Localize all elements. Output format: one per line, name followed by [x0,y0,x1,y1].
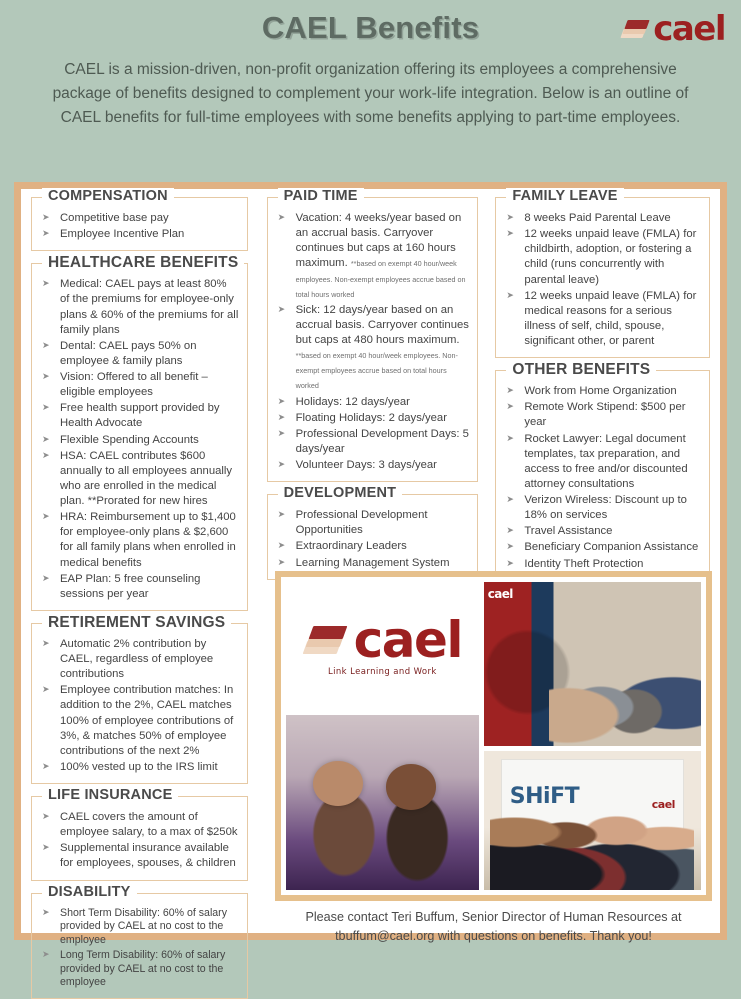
section-family-leave [495,197,710,358]
list-item: ➤ CAEL covers the amount of employee salary, to a max of $250k [38,810,239,840]
intro-paragraph: CAEL is a mission-driven, non-profit organization offering its employees a comprehensive package of benefits designed to complement your work-life integration. Below is an outline of CAEL benefits for full-time employees with some benefits applying to part-time employees. [16,58,726,130]
collage-logo-wordmark: cael [354,615,462,665]
list-item: ➤ Competitive base pay [38,211,239,226]
development-list [274,508,470,571]
healthcare-list [38,277,239,602]
section-title-retirement: RETIREMENT SAVINGS [42,614,231,632]
list-item: ➤ Short Term Disability: 60% of salary provided by CAEL at no cost to the employee [38,907,239,948]
list-item: ➤ Flexible Spending Accounts [38,433,239,448]
collage-wrapper [271,567,716,899]
section-paid-time [267,197,479,482]
section-life-insurance [31,796,248,881]
list-item: ➤ Professional Development Opportunities [274,508,470,538]
section-title-disability: DISABILITY [42,884,137,900]
list-item-text: Vacation: 4 weeks/year based on an accrual basis. Carryover continues but caps at 160 hours maximum. [296,212,462,269]
list-item: ➤ Employee contribution matches: In addition to the 2%, CAEL matches 100% of employee contributions of 3%, & matches 50% of employee contributions of the next 2% [38,683,239,759]
list-item-text: Sick: 12 days/year based on an accrual basis. Carryover continues but caps at 480 hours maximum. [296,304,469,346]
list-item: ➤ Medical: CAEL pays at least 80% of the premiums for employee-only plans & 60% of the premiums for all family plans [38,277,239,338]
list-item-note: **based on exempt 40 hour/week employees. Non-exempt employees accrue based on total hours worked [296,259,466,298]
booth-banner-text: cael [488,587,513,601]
section-other-benefits [495,370,710,597]
list-item: ➤ Employee Incentive Plan [38,227,239,242]
column-left [27,197,258,933]
list-item: ➤ 12 weeks unpaid leave (FMLA) for childbirth, adoption, or fostering a child (runs concurrently with parental leave) [502,227,701,288]
photo-cael-logo [286,582,479,710]
list-item: ➤ Professional Development Days: 5 days/year [274,427,470,457]
list-item: ➤ Dental: CAEL pays 50% on employee & family plans [38,339,239,369]
list-item: ➤ Holidays: 12 days/year [274,395,470,410]
paid-time-list [274,211,470,473]
photo-conference-booth [484,582,701,746]
list-item: ➤ Work from Home Organization [502,384,701,399]
photo-shift-group [484,751,701,890]
list-item: ➤ Verizon Wireless: Discount up to 18% on services [502,493,701,523]
section-title-other-benefits: OTHER BENEFITS [506,361,656,379]
collage-left-stack [286,582,479,890]
list-item: ➤ Vision: Offered to all benefit – eligible employees [38,370,239,400]
family-leave-list [502,211,701,349]
logo-wordmark: cael [653,12,725,46]
section-retirement-savings [31,623,248,784]
collage-right-stack [484,582,701,890]
list-item: ➤ Long Term Disability: 60% of salary provided by CAEL at no cost to the employee [38,949,239,990]
book-pages-icon [620,16,650,42]
retirement-list [38,637,239,775]
section-healthcare-benefits [31,263,248,611]
list-item: ➤ 12 weeks unpaid leave (FMLA) for medical reasons for a serious illness of self, child, spouse, significant other, or parent [502,289,701,350]
section-title-healthcare: HEALTHCARE BENEFITS [42,254,244,272]
list-item: ➤ 8 weeks Paid Parental Leave [502,211,701,226]
page-title: CAEL Benefits [0,10,741,46]
list-item: ➤ 100% vested up to the IRS limit [38,760,239,775]
list-item: ➤ Floating Holidays: 2 days/year [274,411,470,426]
cael-logo [620,12,725,46]
group-figures [490,812,694,890]
photo-two-women [286,715,479,890]
list-item [274,303,470,394]
list-item: ➤ Supplemental insurance available for employees, spouses, & children [38,841,239,871]
section-title-paid-time: PAID TIME [278,188,364,204]
logo-tagline: Link Learning and Work [328,667,437,677]
list-item: ➤ Beneficiary Companion Assistance [502,540,701,555]
benefits-card [14,182,727,940]
list-item: ➤ Extraordinary Leaders [274,539,470,554]
list-item: ➤ Automatic 2% contribution by CAEL, regardless of employee contributions [38,637,239,682]
crowd-figures [549,644,701,746]
section-title-family-leave: FAMILY LEAVE [506,188,623,204]
section-title-life-insurance: LIFE INSURANCE [42,787,178,803]
list-item: ➤ Rocket Lawyer: Legal document templates, tax preparation, and access to free and/or discounted attorney consultations [502,432,701,493]
list-item: ➤ Volunteer Days: 3 days/year [274,458,470,473]
section-compensation [31,197,248,251]
other-benefits-list [502,384,701,588]
list-item: ➤ EAP Plan: 5 free counseling sessions per year [38,572,239,602]
shift-logo-text: SHiFT [510,784,579,809]
sponsor-cael-text: cael [652,798,675,811]
section-title-compensation: COMPENSATION [42,188,174,204]
list-item: ➤ HSA: CAEL contributes $600 annually to all employees annually who are enrolled in the medical plan. **Prorated for new hires [38,449,239,510]
list-item: ➤ HRA: Reimbursement up to $1,400 for employee-only plans & $2,600 for all family plans when enrolled in medical benefits [38,510,239,571]
section-disability [31,893,248,999]
list-item: ➤ Learning Management System [274,556,470,571]
compensation-list [38,211,239,242]
list-item-note: **based on exempt 40 hour/week employees. Non-exempt employees accrue based on total hours worked [296,351,458,390]
page-header [0,0,741,136]
book-pages-icon [303,620,349,660]
list-item: ➤ Travel Assistance [502,524,701,539]
list-item: ➤ Free health support provided by Health Advocate [38,401,239,431]
section-title-development: DEVELOPMENT [278,485,403,501]
contact-footer: Please contact Teri Buffum, Senior Director of Human Resources at tbuffum@cael.org with questions on benefits. Thank you! [271,901,716,946]
list-item: ➤ Identity Theft Protection [502,557,701,572]
disability-list [38,907,239,991]
life-insurance-list [38,810,239,872]
list-item [274,211,470,302]
list-item: ➤ Remote Work Stipend: $500 per year [502,400,701,430]
photo-collage [275,571,712,901]
